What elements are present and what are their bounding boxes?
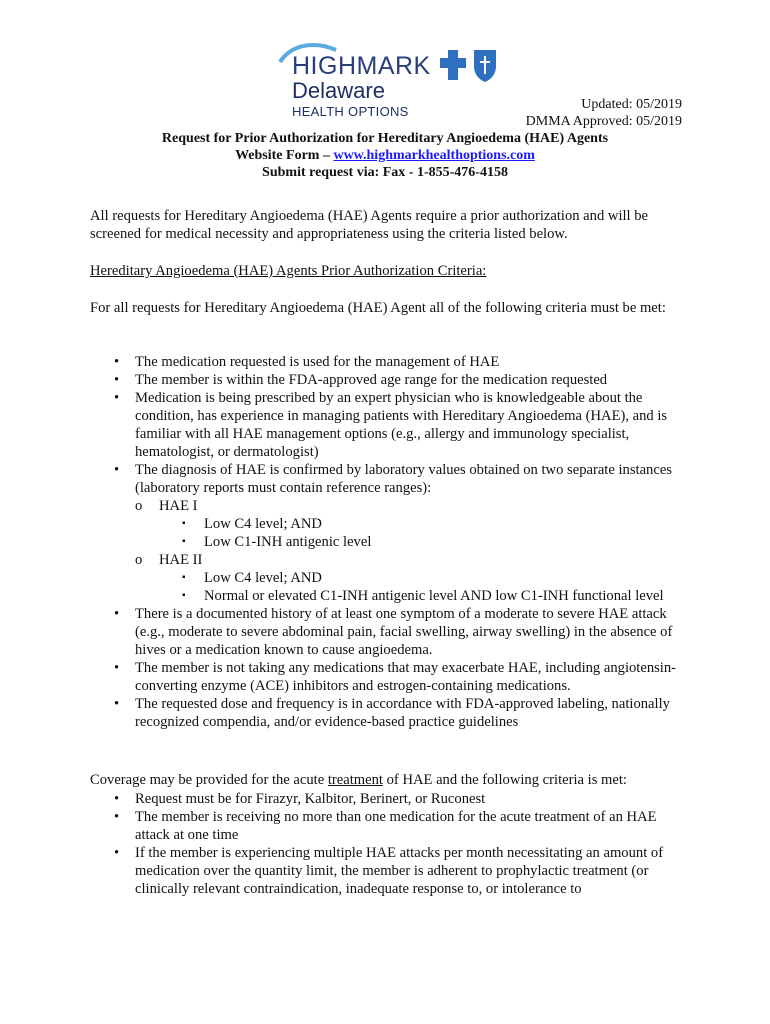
bullet-icon: • (114, 390, 120, 406)
website-link[interactable]: www.highmarkhealthoptions.com (333, 148, 535, 163)
hae-type-list (135, 497, 690, 605)
coverage-intro: Coverage may be provided for the acute treatment of HAE and the following criteria is met: (90, 772, 627, 788)
list-item: • Request must be for Firazyr, Kalbitor, Berinert, or Ruconest (114, 791, 486, 807)
criteria-list (90, 353, 690, 731)
logo-brand: HIGHMARK (292, 52, 431, 80)
website-line (90, 147, 680, 164)
square-bullet-icon: ▪ (182, 518, 186, 529)
lab-item: ▪ Low C1-INH antigenic level (182, 534, 372, 550)
circle-bullet-icon: o (135, 498, 143, 514)
list-item: • Medication is being prescribed by an expert physician who is knowledgeable about the condition, has experience in managing patients with Hereditary Angioedema (HAE), and is familiar with all HAE management options (e.g., allergy and immunology specialist, hematologist, or dermatologist) (114, 390, 668, 460)
treatment-term: treatment (327, 772, 383, 788)
lab-item: ▪ Low C4 level; AND (182, 516, 322, 532)
criteria-heading: Hereditary Angioedema (HAE) Agents Prior Authorization Criteria: (90, 263, 487, 279)
list-item: • The member is not taking any medications that may exacerbate HAE, including angiotensin-converting enzyme (ACE) inhibitors and estrogen-containing medications. (114, 660, 677, 694)
intro-paragraph: All requests for Hereditary Angioedema (HAE) Agents require a prior authorization and will be screened for medical necessity and appropriateness using the criteria listed below. (90, 208, 649, 242)
bullet-icon: • (114, 372, 120, 388)
hae-lab-list (180, 569, 690, 605)
lab-item: ▪ Normal or elevated C1-INH antigenic level AND low C1-INH functional level (182, 588, 664, 604)
dmma-approved-date: DMMA Approved: 05/2019 (525, 114, 682, 129)
form-title: Request for Prior Authorization for Hereditary Angioedema (HAE) Agents (161, 131, 609, 146)
revision-info (526, 96, 682, 130)
bullet-icon: • (114, 660, 120, 676)
logo-subtitle: HEALTH OPTIONS (292, 104, 409, 119)
bullet-icon: • (114, 696, 120, 712)
lab-item: ▪ Low C4 level; AND (182, 570, 322, 586)
blue-cross-blue-shield-icon (440, 46, 500, 86)
coverage-list (90, 790, 690, 898)
hae-type-item: o HAE I ▪ Low C4 level; AND ▪ Low C1-INH antigenic level (135, 497, 690, 551)
hae-type-item: o HAE II ▪ Low C4 level; AND ▪ Normal or elevated C1-INH antigenic level AND low C1-INH functional level (135, 551, 690, 605)
bullet-icon: • (114, 354, 120, 370)
updated-date: Updated: 05/2019 (581, 97, 682, 112)
bullet-icon: • (114, 606, 120, 622)
list-item: • The diagnosis of HAE is confirmed by laboratory values obtained on two separate instances (laboratory reports must contain reference ranges): o HAE I ▪ Low C4 level; AND ▪ Low C1-INH antigenic level o HAE II ▪ Low C4 level; AND ▪ Normal or elevated C1-INH antigenic level AND low C1-INH functional level (90, 461, 690, 605)
criteria-intro: For all requests for Hereditary Angioedema (HAE) Agent all of the following criteria must be met: (90, 300, 666, 316)
bullet-icon: • (114, 791, 120, 807)
form-title-block (90, 130, 680, 181)
logo-state: Delaware (292, 78, 385, 103)
highmark-logo (278, 40, 508, 120)
square-bullet-icon: ▪ (182, 572, 186, 583)
list-item: • The medication requested is used for the management of HAE (114, 354, 500, 370)
square-bullet-icon: ▪ (182, 590, 186, 601)
square-bullet-icon: ▪ (182, 536, 186, 547)
list-item: • The requested dose and frequency is in accordance with FDA-approved labeling, nationally recognized compendia, and/or evidence-based practice guidelines (114, 696, 670, 730)
list-item: • There is a documented history of at least one symptom of a moderate to severe HAE attack (e.g., moderate to severe abdominal pain, facial swelling, airway swelling) in the absence of hives or a medication known to cause angioedema. (114, 606, 673, 658)
hae-lab-list (180, 515, 690, 551)
bullet-icon: • (114, 845, 120, 861)
website-prefix: Website Form – (235, 148, 334, 163)
list-item: • The member is receiving no more than one medication for the acute treatment of an HAE attack at one time (114, 809, 657, 843)
bullet-icon: • (114, 462, 120, 478)
circle-bullet-icon: o (135, 552, 143, 568)
bullet-icon: • (114, 809, 120, 825)
fax-line: Submit request via: Fax - 1-855-476-4158 (262, 165, 508, 180)
list-item: • The member is within the FDA-approved age range for the medication requested (114, 372, 608, 388)
list-item: • If the member is experiencing multiple HAE attacks per month necessitating an amount of medication over the quantity limit, the member is adherent to prophylactic treatment (or clinically relevant contraindication, inadequate response to, or intolerance to (114, 845, 664, 897)
